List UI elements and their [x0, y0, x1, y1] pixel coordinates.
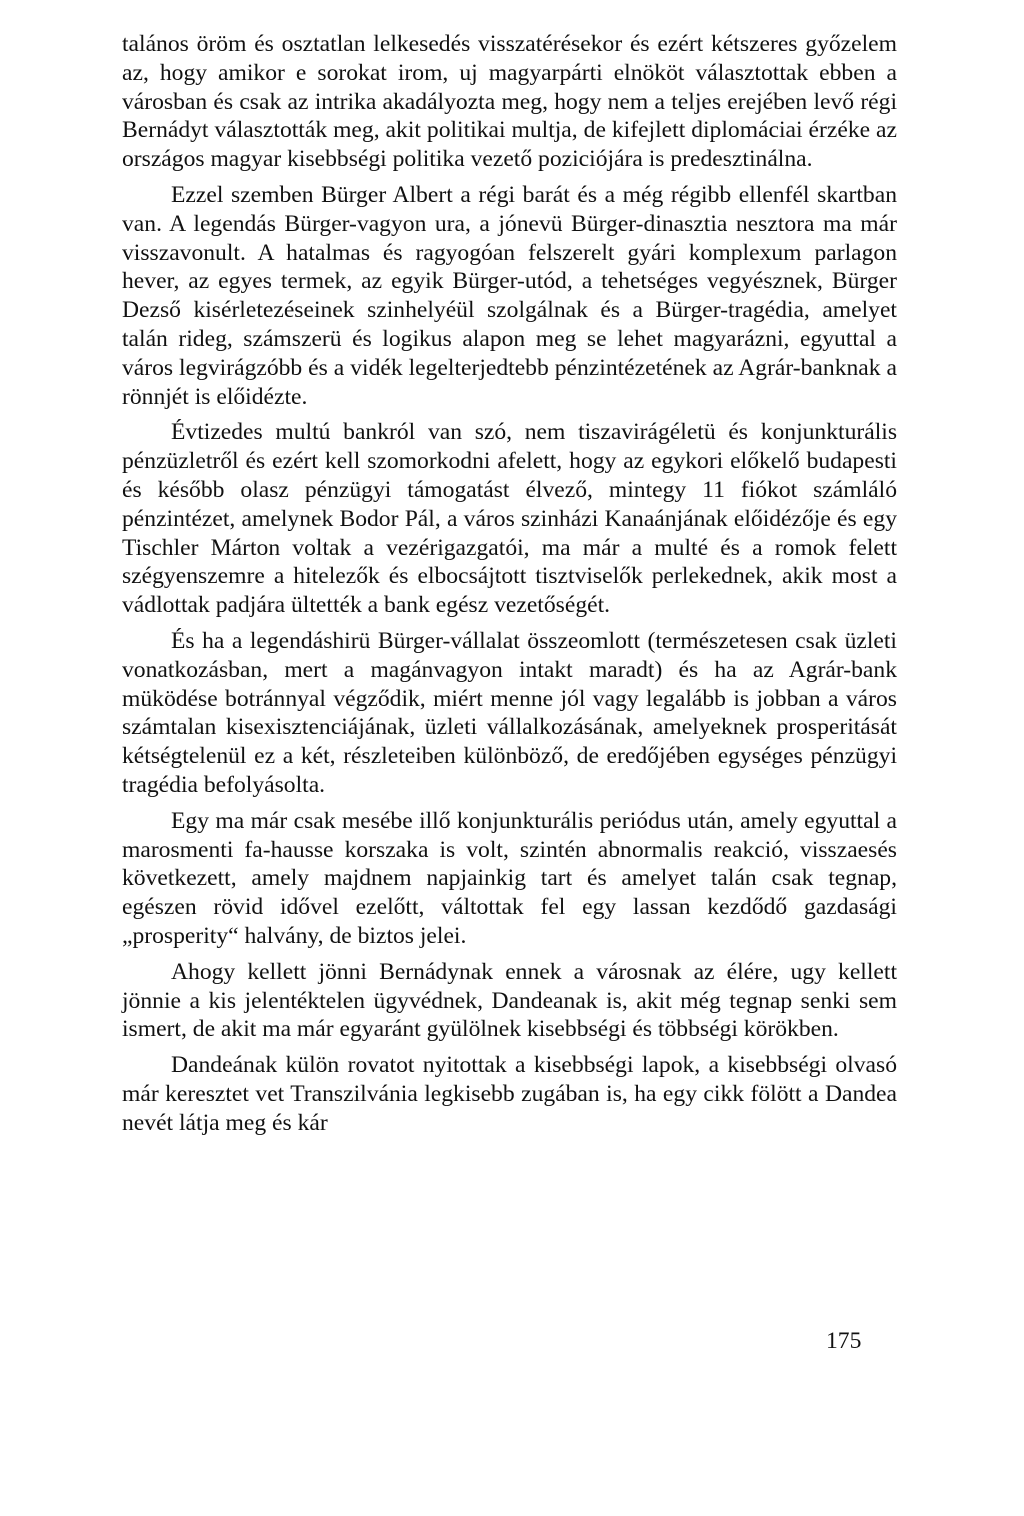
paragraph-4: És ha a legendáshirü Bürger-vállalat összeomlott (természetesen csak üzleti vonatkozásban, mert a magánvagyon intakt maradt) és ha az Agrár-bank müködése botránnyal végződik, miért menne jól vagy legalább is jobban a város számtalan kisexisztenciájának, üzleti vállalkozásának, amelyeknek prosperitását kétségtelenül ez a két, részleteiben különböző, de eredőjében egységes pénzügyi tragédia befolyásolta. [122, 627, 897, 798]
paragraph-7: Dandeának külön rovatot nyitottak a kisebbségi lapok, a kisebbségi olvasó már keresztet vet Transzilvánia legkisebb zugában is, ha egy cikk fölött a Dandea nevét látja meg és kár [122, 1052, 897, 1136]
paragraph-6: Ahogy kellett jönni Bernádynak ennek a városnak az élére, ugy kellett jönnie a kis jelentéktelen ügyvédnek, Dandeanak is, akit még tegnap senki sem ismert, de akit ma már egyaránt gyülölnek kisebbségi és többségi körökben. [122, 958, 897, 1043]
paragraph-5: Egy ma már csak mesébe illő konjunkturális periódus után, amely egyuttal a marosmenti fa-hausse korszaka is volt, szintén abnormalis reakció, visszaesés következett, amely majdnem napjainkig tart és amelyet talán csak tegnap, egészen rövid idővel ezelőtt, váltottak fel egy lassan kezdődő gazdasági „prosperity“ halvány, de biztos jelei. [122, 807, 897, 949]
paragraph-2: Ezzel szemben Bürger Albert a régi barát és a még régibb ellenfél skartban van. A legendás Bürger-vagyon ura, a jónevü Bürger-dinasztia nesztora ma már visszavonult. A hatalmas és ragyogóan felszerelt gyári komplexum parlagon hever, az egyes termek, az egyik Bürger-utód, a tehetséges vegyésznek, Bürger Dezső kisérletezéseinek szinhelyéül szolgálnak és a Bürger-tragédia, amelyet talán rideg, számszerü és logikus alapon meg se lehet magyarázni, egyuttal a város legvirágzóbb és a vidék legelterjedtebb pénzintézetének az Agrár-banknak a rönnjét is előidézte. [122, 181, 897, 410]
body-text [122, 30, 897, 1144]
page-number: 175 [826, 1328, 862, 1354]
paragraph-1: talános öröm és osztatlan lelkesedés visszatérésekor és ezért kétszeres győzelem az, hogy amikor e sorokat irom, uj magyarpárti elnököt választottak ebben a városban és csak az intrika akadályozta meg, hogy nem a teljes erejében levő régi Bernádyt választották meg, akit politikai multja, de kifejlett diplomáciai érzéke az országos magyar kisebbségi politika vezető poziciójára is predesztinálna. [122, 31, 897, 173]
paragraph-3: Évtizedes multú bankról van szó, nem tiszavirágéletü és konjunkturális pénzüzletről és ezért kell szomorkodni afelett, hogy az egykori előkelő budapesti és később olasz pénzügyi támogatást élvező, mintegy 11 fiókot számláló pénzintézet, amelynek Bodor Pál, a város szinházi Kanaánjának előidézője és egy Tischler Márton voltak a vezérigazgatói, ma már a multé és a romok felett szégyenszemre a hitelezők és elbocsájtott tisztviselők perlekednek, akik most a vádlottak padjára ültették a bank egész vezetőségét. [122, 419, 897, 619]
